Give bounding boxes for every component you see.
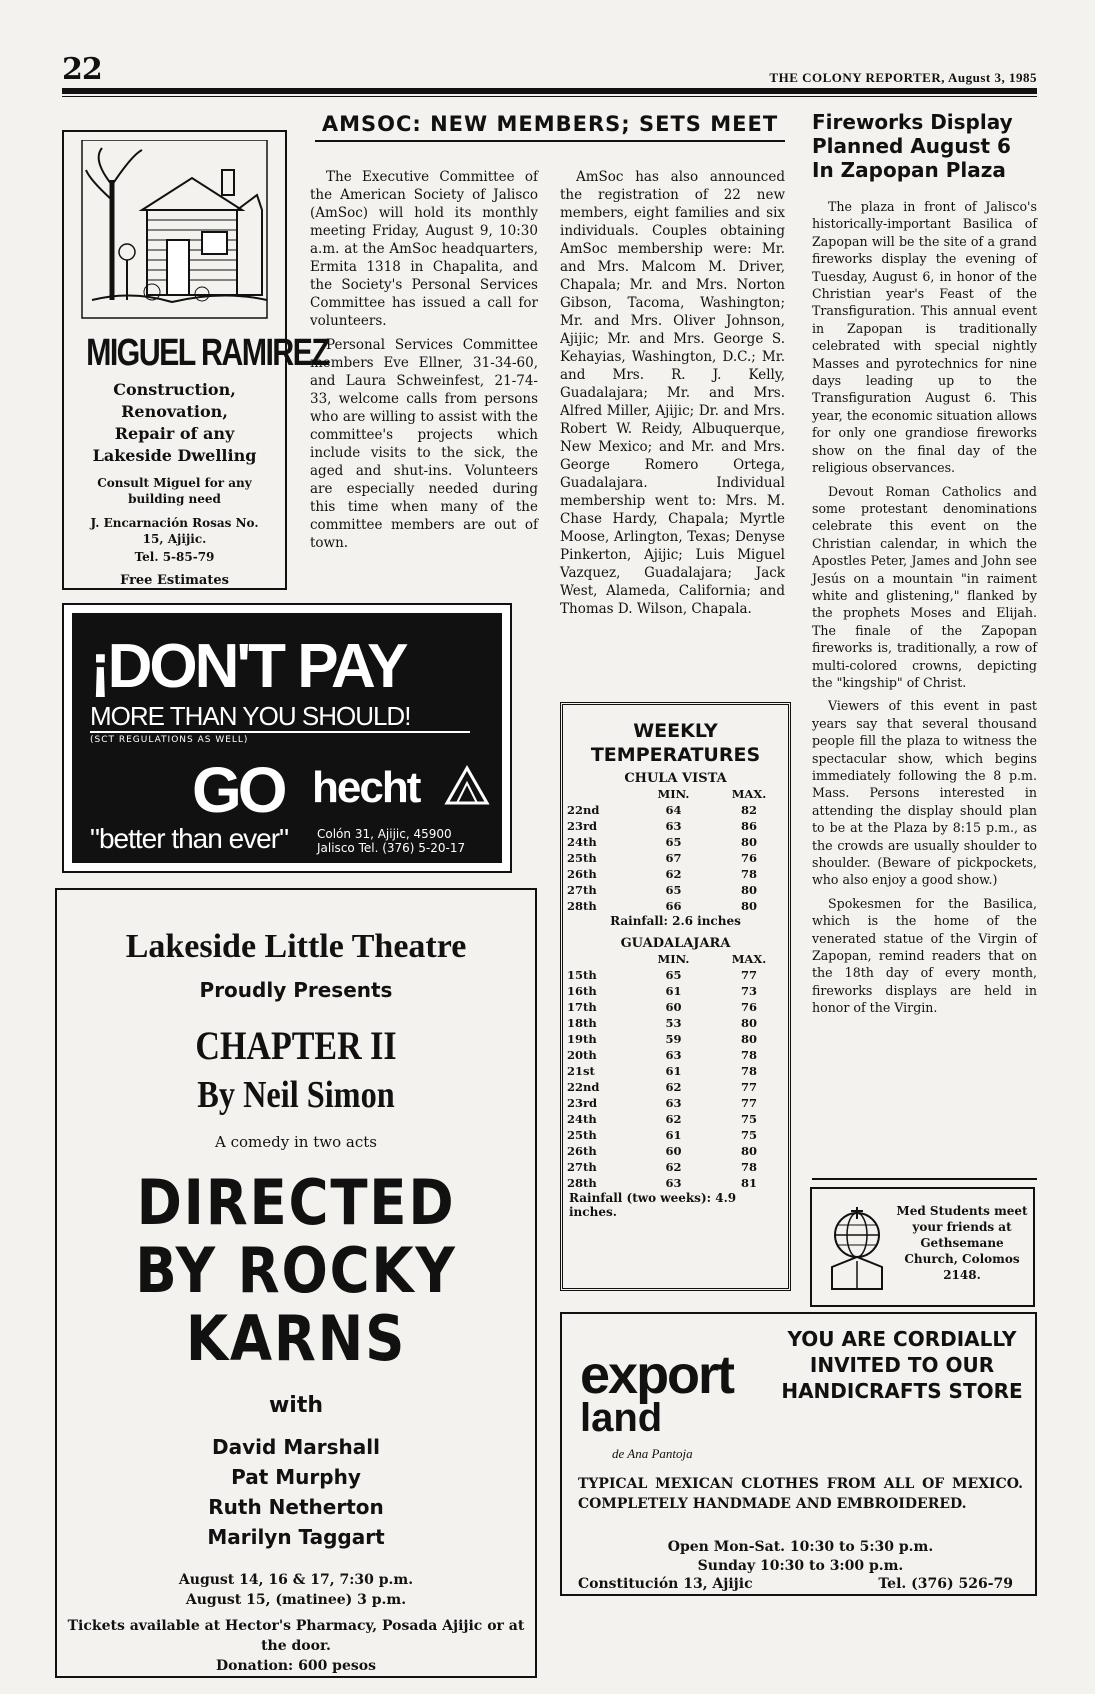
temp-min: 65 bbox=[665, 883, 682, 897]
miguel-ramirez-ad bbox=[62, 130, 329, 590]
temp-day: 19th bbox=[567, 1032, 597, 1046]
temp-min: 59 bbox=[665, 1032, 682, 1046]
cast-member: Ruth Netherton bbox=[208, 1495, 384, 1519]
temp-max: 78 bbox=[740, 1160, 757, 1174]
temp-max: 73 bbox=[740, 984, 757, 998]
export-hours bbox=[578, 1538, 1023, 1576]
temp-day: 22nd bbox=[567, 1080, 600, 1094]
temp-max: 86 bbox=[740, 819, 757, 833]
theatre-name: Lakeside Little Theatre bbox=[125, 928, 467, 965]
fireworks-paragraph: Devout Roman Catholics and some protestant denominations celebrate this event on the Christian calendar, in which the Apostles Peter, James and John see Jesús on a mountain "in raiment white and glistening," flanked by the prophets Moses and Elijah. The finale of the Zapopan fireworks is, traditionally, a row of multi-colored crowns, depicting the "kingship" of Christ. bbox=[812, 483, 1037, 690]
col-day bbox=[563, 786, 637, 802]
temp-min: 67 bbox=[665, 851, 682, 865]
temp-max: 80 bbox=[740, 883, 757, 897]
temp-row bbox=[563, 967, 788, 983]
temp-day: 23rd bbox=[567, 819, 598, 833]
miguel-name: MIGUEL RAMIREZ bbox=[86, 332, 329, 374]
temp-max: 77 bbox=[740, 1080, 757, 1094]
page-number: 22 bbox=[62, 52, 102, 87]
miguel-address: J. Encarnación Rosas No. 15, Ajijic. bbox=[90, 516, 259, 546]
temp-row bbox=[563, 1175, 788, 1191]
amsoc-paragraph: Personal Services Committee members Eve Ellner, 31-34-60, and Laura Schweinfest, 21-74-33, welcome calls from persons who are willing to assist with the committee's projects which include visits to the sick, the aged and shut-ins. Volunteers are especially needed during this time when many of the committee members are out of town. bbox=[310, 337, 538, 551]
temp-row bbox=[563, 882, 788, 898]
temp-max: 82 bbox=[740, 803, 757, 817]
cast-list bbox=[57, 1432, 535, 1552]
temp-min: 63 bbox=[665, 819, 682, 833]
hecht-address-line-2: Jalisco Tel. (376) 5-20-17 bbox=[317, 841, 466, 855]
med-students-text: Med Students meet your friends at Gethsemane Church, Colomos 2148. bbox=[896, 1204, 1028, 1282]
temp-day: 16th bbox=[567, 984, 597, 998]
temps-title bbox=[563, 719, 788, 767]
amsoc-headline: AMSOC: NEW MEMBERS; SETS MEET bbox=[315, 112, 785, 142]
temp-min: 60 bbox=[665, 1000, 682, 1014]
temp-row bbox=[563, 1031, 788, 1047]
temp-day: 27th bbox=[567, 883, 597, 897]
amsoc-paragraph: AmSoc has also announced the registration of 22 new members, eight families and six individuals. Couples obtaining AmSoc membership were: Mr. and Mrs. Malcom M. Driver, Chapala; Mr. and Mrs. Norton Gibson, Tacoma, Washington; Mr. and Mrs. Oliver Johnson, Ajijic; Mr. and Mrs. George S. Kehayias, Washington, D.C.; Mr. and Mrs. R. J. Kelly, Guadalajara; Mr. and Mrs. Alfred Miller, Ajijic; Dr. and Mrs. Robert W. Reidy, Albuquerque, New Mexico; and Mr. and Mrs. George Romero Ortega, Guadalajara. Individual membership went to: Mrs. M. Chase Hardy, Chapala; Myrtle Moose, Arlington, Texas; Denyse Pinkerton, Ajijic; Luis Miguel Vazquez, Guadalajara; Jack West, Alameda, California; and Thomas D. Wilson, Chapala. bbox=[560, 169, 785, 617]
temp-max: 80 bbox=[740, 835, 757, 849]
col-min: MIN. bbox=[657, 952, 690, 966]
hecht-panel bbox=[72, 613, 502, 863]
temp-min: 65 bbox=[665, 835, 682, 849]
temp-min: 63 bbox=[665, 1096, 682, 1110]
hecht-address-line-1: Colón 31, Ajijic, 45900 bbox=[317, 827, 452, 841]
temp-row bbox=[563, 1111, 788, 1127]
temp-max: 76 bbox=[740, 851, 757, 865]
temp-row bbox=[563, 999, 788, 1015]
temp-day: 17th bbox=[567, 1000, 597, 1014]
med-students-ad bbox=[810, 1187, 1035, 1307]
cast-member: Marilyn Taggart bbox=[207, 1525, 385, 1549]
temp-row bbox=[563, 1143, 788, 1159]
temp-min: 66 bbox=[665, 899, 682, 913]
temp-max: 78 bbox=[740, 1064, 757, 1078]
hecht-tagline: "better than ever" bbox=[90, 823, 289, 854]
fireworks-paragraph: The plaza in front of Jalisco's historically-important Basilica of Zapopan will be the site of a grand fireworks display the evening of Tuesday, August 6, in honor of the Christian year's Feast of the Transfiguration. This annual event in Zapopan is traditionally celebrated with special nightly Masses and pyrotechnics for nine days leading up to the Transfiguration August 6. This year, the economic situation allows for only one grandiose fireworks show on the final day of the religious observances. bbox=[812, 199, 1037, 476]
temp-row bbox=[563, 818, 788, 834]
temp-day: 15th bbox=[567, 968, 597, 982]
temp-row bbox=[563, 834, 788, 850]
export-signature: de Ana Pantoja bbox=[612, 1446, 693, 1461]
temp-min: 63 bbox=[665, 1176, 682, 1190]
cast-member: David Marshall bbox=[212, 1435, 380, 1459]
temp-day: 26th bbox=[567, 1144, 597, 1158]
church-globe-icon bbox=[824, 1205, 890, 1293]
temp-min: 64 bbox=[665, 803, 682, 817]
export-description: TYPICAL MEXICAN CLOTHES FROM ALL OF MEXICO. COMPLETELY HANDMADE AND EMBROIDERED. bbox=[578, 1476, 1023, 1512]
temp-max: 75 bbox=[740, 1128, 757, 1142]
temp-day: 24th bbox=[567, 835, 597, 849]
temp-max: 80 bbox=[740, 1016, 757, 1030]
fireworks-body bbox=[812, 198, 1037, 1023]
hecht-subhead: MORE THAN YOU SHOULD! bbox=[90, 701, 411, 731]
export-phone: Tel. (376) 526-79 bbox=[878, 1576, 1013, 1592]
col-max: MAX. bbox=[731, 787, 767, 801]
temp-max: 80 bbox=[740, 899, 757, 913]
amsoc-column-2 bbox=[560, 168, 785, 624]
temp-day: 24th bbox=[567, 1112, 597, 1126]
cast-member: Pat Murphy bbox=[231, 1465, 361, 1489]
temp-row bbox=[563, 802, 788, 818]
miguel-consult: Consult Miguel for any building need bbox=[97, 476, 252, 506]
temp-day: 27th bbox=[567, 1160, 597, 1174]
temp-day: 20th bbox=[567, 1048, 597, 1062]
temp-max: 78 bbox=[740, 867, 757, 881]
play-author: By Neil Simon bbox=[197, 1074, 395, 1116]
location-guadalajara: GUADALAJARA bbox=[620, 936, 731, 951]
temp-day: 18th bbox=[567, 1016, 597, 1030]
temp-max: 76 bbox=[740, 1000, 757, 1014]
temp-max: 80 bbox=[740, 1144, 757, 1158]
temp-max: 78 bbox=[740, 1048, 757, 1062]
temp-day: 28th bbox=[567, 899, 597, 913]
temp-day: 22nd bbox=[567, 803, 600, 817]
temp-row bbox=[563, 1079, 788, 1095]
hecht-go: GO bbox=[192, 754, 284, 826]
export-logo-land: land bbox=[580, 1396, 663, 1440]
temp-min: 61 bbox=[665, 1064, 682, 1078]
chula-vista-rainfall: Rainfall: 2.6 inches bbox=[610, 914, 741, 928]
temp-max: 81 bbox=[740, 1176, 757, 1190]
temp-row bbox=[563, 1095, 788, 1111]
hecht-small-print: (SCT REGULATIONS AS WELL) bbox=[90, 735, 249, 745]
miguel-estimates: Free Estimates bbox=[120, 573, 229, 588]
export-invitation: YOU ARE CORDIALLY INVITED TO OUR HANDICRAFTS STORE bbox=[781, 1327, 1023, 1403]
temp-min: 62 bbox=[665, 1080, 682, 1094]
location-chula-vista: CHULA VISTA bbox=[624, 771, 727, 786]
temp-row bbox=[563, 1047, 788, 1063]
col-day bbox=[563, 951, 637, 967]
show-dates-line: August 15, (matinee) 3 p.m. bbox=[185, 1592, 407, 1608]
show-dates-line: August 14, 16 & 17, 7:30 p.m. bbox=[178, 1572, 414, 1588]
hecht-address bbox=[317, 827, 465, 855]
temp-max: 80 bbox=[740, 1032, 757, 1046]
export-hours-line: Sunday 10:30 to 3:00 p.m. bbox=[697, 1558, 904, 1574]
donation: Donation: 600 pesos bbox=[216, 1658, 376, 1674]
temp-min: 53 bbox=[665, 1016, 682, 1030]
hecht-logo-icon bbox=[442, 763, 492, 813]
theatre-ad bbox=[55, 888, 537, 1678]
temp-row bbox=[563, 1063, 788, 1079]
amsoc-paragraph: The Executive Committee of the American Society of Jalisco (AmSoc) will hold its monthly meeting Friday, August 9, 10:30 a.m. at the AmSoc headquarters, Ermita 1318 in Chapalita, and the Society's Personal Services Committee has issued a call for volunteers. bbox=[310, 169, 538, 329]
hecht-headline: ¡DON'T PAY bbox=[90, 632, 406, 701]
hecht-ad bbox=[62, 603, 512, 873]
masthead: THE COLONY REPORTER, August 3, 1985 bbox=[769, 70, 1037, 85]
hecht-brand: hecht bbox=[312, 763, 420, 812]
fireworks-end-rule bbox=[812, 1178, 1037, 1180]
theatre-presents: Proudly Presents bbox=[199, 978, 393, 1002]
temp-min: 62 bbox=[665, 1112, 682, 1126]
tickets-info: Tickets available at Hector's Pharmacy, Posada Ajijic or at the door. bbox=[67, 1618, 525, 1654]
temp-day: 25th bbox=[567, 1128, 597, 1142]
export-address: Constitución 13, Ajijic bbox=[578, 1576, 753, 1592]
header-rule-thin bbox=[62, 96, 1037, 97]
temp-row bbox=[563, 1015, 788, 1031]
temp-min: 62 bbox=[665, 1160, 682, 1174]
play-director: DIRECTED BY ROCKY KARNS bbox=[135, 1166, 457, 1375]
weekly-temperatures-box bbox=[560, 702, 791, 1291]
fireworks-headline: Fireworks Display Planned August 6 In Zapopan Plaza bbox=[812, 110, 1013, 182]
fireworks-paragraph: Viewers of this event in past years say that several thousand people fill the plaza to witness the spectacular show, which begins immediately following the 8 p.m. Mass. Persons interested in attending the display should plan to be at the Plaza by 8:15 p.m., as the crowds are usually shoulder to shoulder. (Beware of pickpockets, who also enjoy a good show.) bbox=[812, 698, 1037, 888]
temp-day: 28th bbox=[567, 1176, 597, 1190]
miguel-tel: Tel. 5-85-79 bbox=[134, 550, 215, 564]
temp-min: 60 bbox=[665, 1144, 682, 1158]
chula-vista-table bbox=[563, 786, 788, 914]
temp-row bbox=[563, 983, 788, 999]
temp-row bbox=[563, 850, 788, 866]
export-logo: export bbox=[580, 1345, 734, 1405]
play-genre: A comedy in two acts bbox=[215, 1133, 377, 1151]
temp-min: 63 bbox=[665, 1048, 682, 1062]
temp-day: 21st bbox=[567, 1064, 595, 1078]
temp-max: 75 bbox=[740, 1112, 757, 1126]
show-dates bbox=[57, 1570, 535, 1610]
col-min: MIN. bbox=[657, 787, 690, 801]
temp-min: 65 bbox=[665, 968, 682, 982]
cast-with-label: with bbox=[268, 1393, 324, 1418]
export-land-ad bbox=[560, 1312, 1037, 1596]
temp-day: 26th bbox=[567, 867, 597, 881]
temp-min: 61 bbox=[665, 984, 682, 998]
temp-row bbox=[563, 898, 788, 914]
amsoc-column-1 bbox=[310, 168, 538, 558]
temp-day: 23rd bbox=[567, 1096, 598, 1110]
temp-max: 77 bbox=[740, 968, 757, 982]
play-title: CHAPTER II bbox=[195, 1023, 397, 1068]
miguel-services: Construction, Renovation, Repair of any Lakeside Dwelling bbox=[92, 380, 257, 465]
temp-min: 62 bbox=[665, 867, 682, 881]
temp-min: 61 bbox=[665, 1128, 682, 1142]
guadalajara-table bbox=[563, 951, 788, 1191]
temp-day: 25th bbox=[567, 851, 597, 865]
temp-row bbox=[563, 866, 788, 882]
fireworks-paragraph: Spokesmen for the Basilica, which is the home of the venerated statue of the Virgin of Zapopan, remind readers that on the 18th day of every month, fireworks displays are held in honor of the Virgin. bbox=[812, 895, 1037, 1016]
temps-title-line: WEEKLY bbox=[633, 720, 718, 742]
temp-max: 77 bbox=[740, 1096, 757, 1110]
hecht-divider bbox=[90, 731, 470, 733]
col-max: MAX. bbox=[731, 952, 767, 966]
export-hours-line: Open Mon-Sat. 10:30 to 5:30 p.m. bbox=[667, 1539, 934, 1555]
header-rule bbox=[62, 88, 1037, 94]
house-illustration bbox=[72, 140, 277, 320]
temps-title-line: TEMPERATURES bbox=[590, 744, 761, 766]
temp-row bbox=[563, 1159, 788, 1175]
temp-row bbox=[563, 1127, 788, 1143]
guadalajara-rainfall: Rainfall (two weeks): 4.9 inches. bbox=[569, 1191, 737, 1219]
